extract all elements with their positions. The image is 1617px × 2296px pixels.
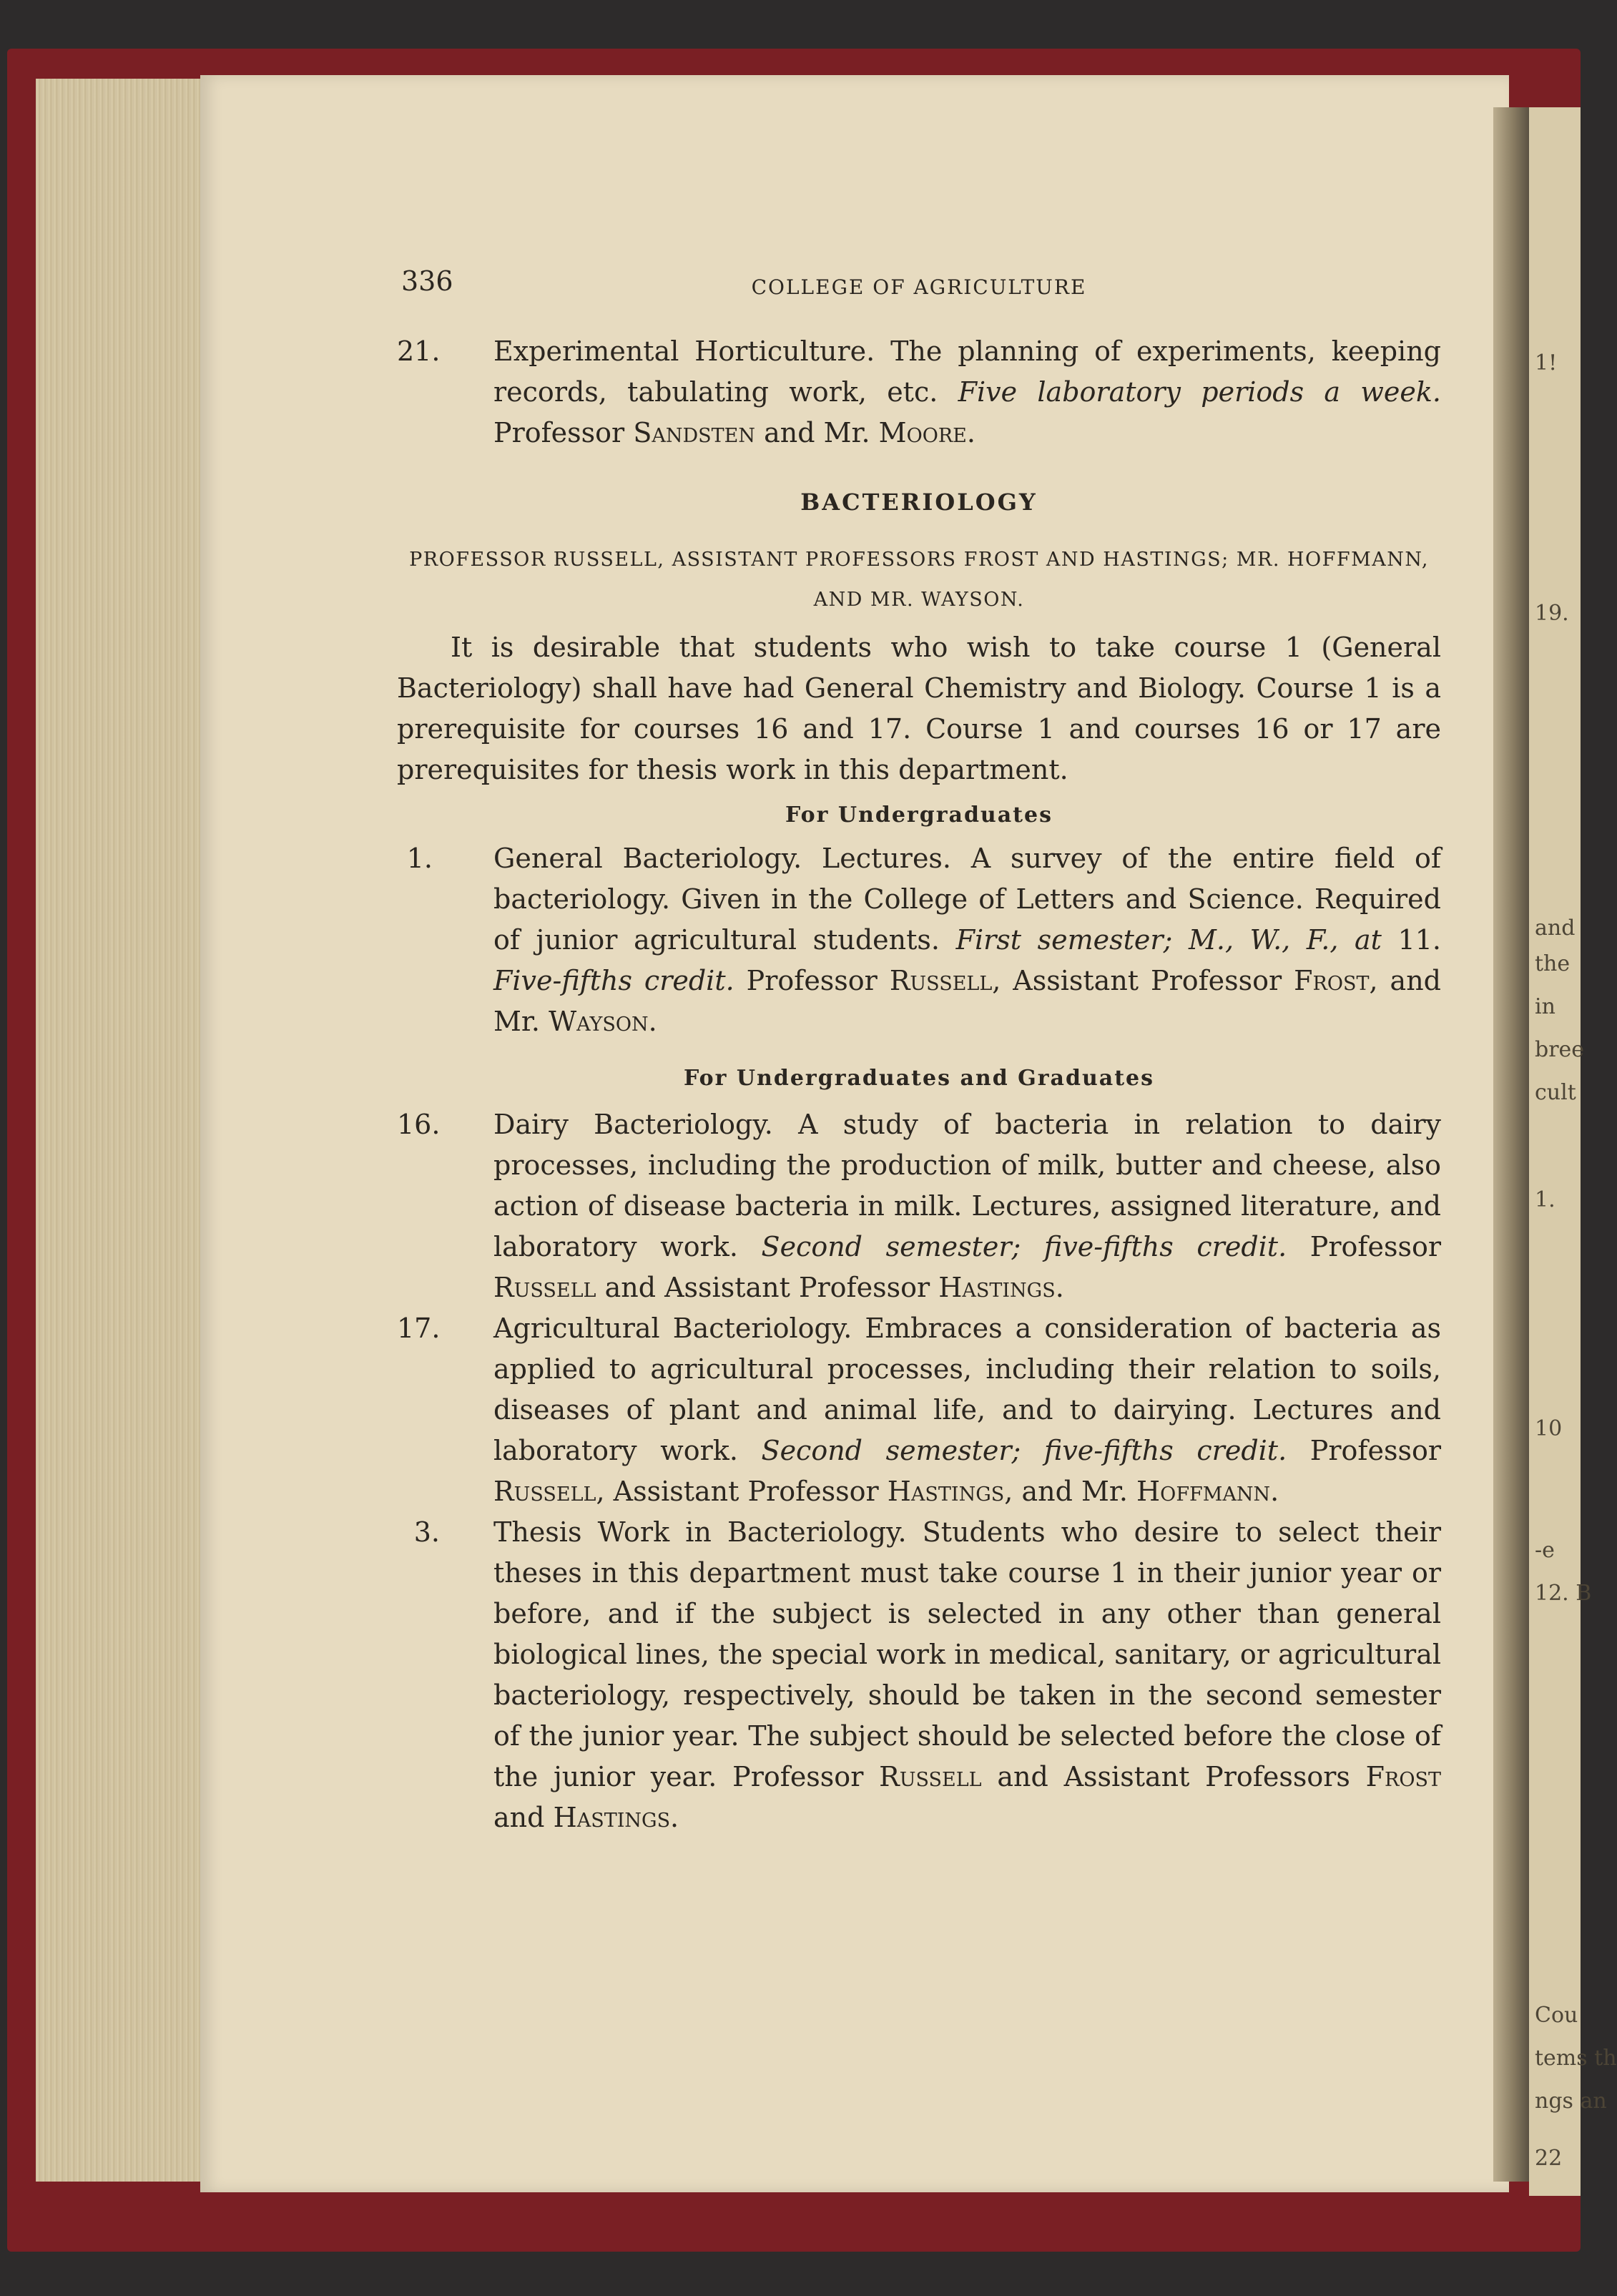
course-entry — [397, 1512, 1441, 1838]
course-time: 11. — [1397, 924, 1441, 956]
next-page-text: 1! — [1535, 350, 1558, 376]
instructor-name: Russell — [493, 1272, 596, 1303]
instructor-prefix: Professor — [746, 965, 878, 996]
instructor-prefix: Professor — [493, 417, 625, 448]
course-description: Dairy Bacteriology. A study of bacteria in relation to dairy processes, including the production of milk, butter and cheese, also action of disease bacteria in milk. Lectures, assigned literature, and laboratory work. — [493, 1109, 1441, 1262]
page-content — [397, 261, 1441, 1838]
staff-list: PROFESSOR RUSSELL, ASSISTANT PROFESSORS FROST AND HASTINGS; MR. HOFFMANN, AND MR. WAYSON. — [409, 549, 1429, 611]
next-page-text: 1. — [1535, 1187, 1555, 1212]
next-page-text: 22 — [1535, 2146, 1563, 2171]
instructor-joiner: and — [493, 1802, 545, 1833]
course-number: 21. — [397, 335, 441, 367]
course-schedule: First semester; M., W., F., at — [955, 924, 1382, 956]
course-entry — [397, 838, 1441, 1042]
instructor-name: Hastings. — [938, 1272, 1064, 1303]
instructor-name: Frost — [1294, 965, 1370, 996]
course-entry — [397, 1308, 1441, 1512]
next-page-text: cult — [1535, 1080, 1576, 1105]
running-title: COLLEGE OF AGRICULTURE — [751, 275, 1087, 299]
instructor-prefix: Professor — [1309, 1231, 1441, 1262]
book-gutter — [1493, 107, 1529, 2182]
course-description: Agricultural Bacteriology. Embraces a consideration of bacteria as applied to agricultural processes, including their relation to soils, diseases of plant and animal life, and to dairying. Lectures and laboratory work. — [493, 1313, 1441, 1466]
instructor-prefix: Professor — [1309, 1435, 1441, 1466]
instructor-joiner: , and Mr. — [1004, 1476, 1128, 1507]
next-page-fragment — [1529, 107, 1617, 2196]
next-page-text: tems th — [1535, 2046, 1617, 2071]
course-schedule: Five laboratory periods a week. — [958, 376, 1441, 408]
course-number: 17. — [397, 1313, 441, 1344]
section-intro: It is desirable that students who wish to take course 1 (General Bacteriology) shall have had General Chemistry and Biology. Course 1 is a prerequisite for courses 16 and 17. Course 1 and courses 16 or 17 are prerequisites for thesis work in this department. — [397, 632, 1441, 785]
next-page-text: 19. — [1535, 601, 1569, 626]
instructor-joiner: and Assistant Professor — [604, 1272, 930, 1303]
course-description: Experimental Horticulture. The planning of experiments, keeping records, tabulating work, etc. — [493, 335, 1441, 408]
instructor-joiner: , Assistant Professor — [992, 965, 1282, 996]
next-page-text: bree — [1535, 1037, 1585, 1062]
subsection-heading: For Undergraduates and Graduates — [683, 1066, 1155, 1091]
section-heading: BACTERIOLOGY — [800, 489, 1038, 516]
instructor-name: Russell — [879, 1761, 982, 1792]
instructor-name: Sandsten — [633, 417, 755, 448]
page-number: 336 — [401, 265, 453, 297]
next-page-text: -e — [1535, 1538, 1555, 1563]
next-page-text: 10 — [1535, 1416, 1563, 1441]
page-header — [397, 261, 1441, 304]
subsection-heading: For Undergraduates — [785, 803, 1053, 828]
instructor-name: Moore. — [878, 417, 975, 448]
instructor-joiner: and Mr. — [764, 417, 870, 448]
instructor-name: Hastings — [887, 1476, 1005, 1507]
next-page-text: the — [1535, 951, 1571, 976]
instructor-joiner: , Assistant Professor — [596, 1476, 879, 1507]
course-entry — [397, 331, 1441, 453]
instructor-name: Russell — [889, 965, 993, 996]
instructor-name: Hastings. — [553, 1802, 679, 1833]
course-number: 3. — [413, 1516, 440, 1548]
instructor-joiner: , and Mr. — [493, 965, 1441, 1037]
course-schedule: Second semester; five-fifths credit. — [761, 1231, 1287, 1262]
next-page-text: Cou — [1535, 2003, 1578, 2028]
course-number: 1. — [406, 843, 433, 874]
course-description: General Bacteriology. Lectures. A survey of the entire field of bacteriology. Given in the College of Letters and Science. Required of junior agricultural students. — [493, 843, 1441, 956]
course-number: 16. — [397, 1109, 441, 1140]
instructor-name: Frost — [1365, 1761, 1441, 1792]
next-page-text: ngs an — [1535, 2089, 1607, 2114]
instructor-name: Hoffmann. — [1136, 1476, 1279, 1507]
next-page-text: 12. B — [1535, 1581, 1592, 1606]
next-page-text: in — [1535, 994, 1555, 1019]
instructor-joiner: and Assistant Professors — [997, 1761, 1350, 1792]
course-description: Thesis Work in Bacteriology. Students who desire to select their theses in this department must take course 1 in their junior year or before, and if the subject is selected in any other than general biological lines, the special work in medical, sanitary, or agricultural bacteriology, respectively, should be taken in the second semester of the junior year. The subject should be selected before the close of the junior year. Professor — [493, 1516, 1441, 1792]
course-credit: Five-fifths credit. — [493, 965, 734, 996]
page-edges — [36, 79, 215, 2182]
instructor-name: Russell — [493, 1476, 596, 1507]
course-schedule: Second semester; five-fifths credit. — [761, 1435, 1287, 1466]
course-entry — [397, 1104, 1441, 1308]
next-page-text: and — [1535, 916, 1576, 941]
instructor-name: Wayson. — [549, 1006, 657, 1037]
